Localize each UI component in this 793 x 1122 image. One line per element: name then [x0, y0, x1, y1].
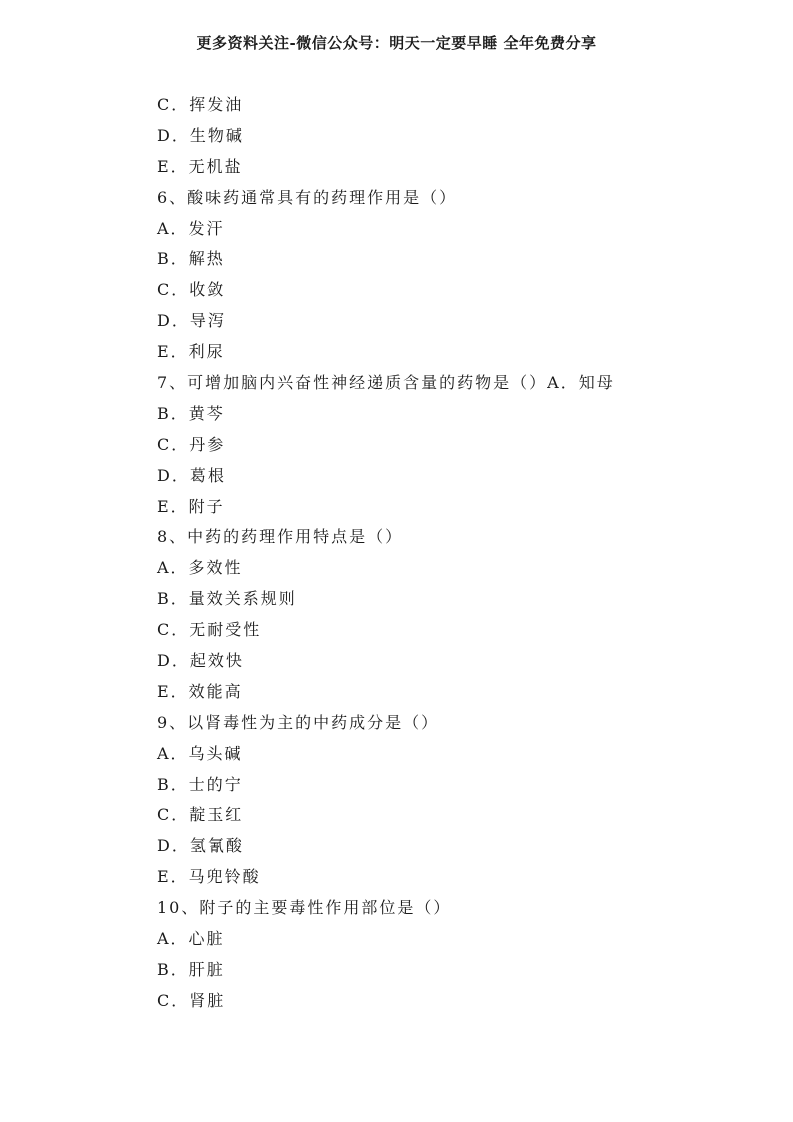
option-c-q7: C．丹参 — [157, 434, 226, 454]
question-10: 10、附子的主要毒性作用部位是（） — [157, 898, 452, 918]
question-8: 8、中药的药理作用特点是（） — [157, 527, 404, 547]
option-e-q7: E．附子 — [157, 496, 225, 516]
option-d-q6: D．导泻 — [157, 311, 226, 331]
option-e-q9: E．马兜铃酸 — [157, 867, 261, 887]
option-e-q6: E．利尿 — [157, 342, 225, 362]
page-header: 更多资料关注-微信公众号：明天一定要早睡 全年免费分享 — [196, 34, 597, 52]
question-9: 9、以肾毒性为主的中药成分是（） — [157, 712, 440, 732]
option-c-q10: C．肾脏 — [157, 990, 226, 1010]
option-c-q8: C．无耐受性 — [157, 620, 262, 640]
option-d-q7: D．葛根 — [157, 465, 226, 485]
option-b-q9: B．士的宁 — [157, 774, 243, 794]
option-c-q9: C．靛玉红 — [157, 805, 244, 825]
question-list — [157, 94, 757, 1021]
option-c-q6: C．收敛 — [157, 280, 226, 300]
option-d-q5: D．生物碱 — [157, 125, 244, 145]
option-a-q8: A．多效性 — [157, 558, 243, 578]
option-d-q8: D．起效快 — [157, 651, 244, 671]
option-b-q6: B．解热 — [157, 249, 225, 269]
option-e-q5: E．无机盐 — [157, 156, 243, 176]
option-b-q8: B．量效关系规则 — [157, 589, 297, 609]
option-a-q9: A．乌头碱 — [157, 743, 243, 763]
option-c-q5: C．挥发油 — [157, 95, 244, 114]
option-b-q10: B．肝脏 — [157, 959, 225, 979]
option-a-q10: A．心脏 — [157, 929, 225, 949]
question-7: 7、可增加脑内兴奋性神经递质含量的药物是（）A．知母 — [157, 373, 615, 393]
option-e-q8: E．效能高 — [157, 681, 243, 701]
option-a-q6: A．发汗 — [157, 218, 225, 238]
option-d-q9: D．氢氰酸 — [157, 836, 244, 856]
question-6: 6、酸味药通常具有的药理作用是（） — [157, 187, 458, 207]
option-b-q7: B．黄芩 — [157, 403, 225, 423]
